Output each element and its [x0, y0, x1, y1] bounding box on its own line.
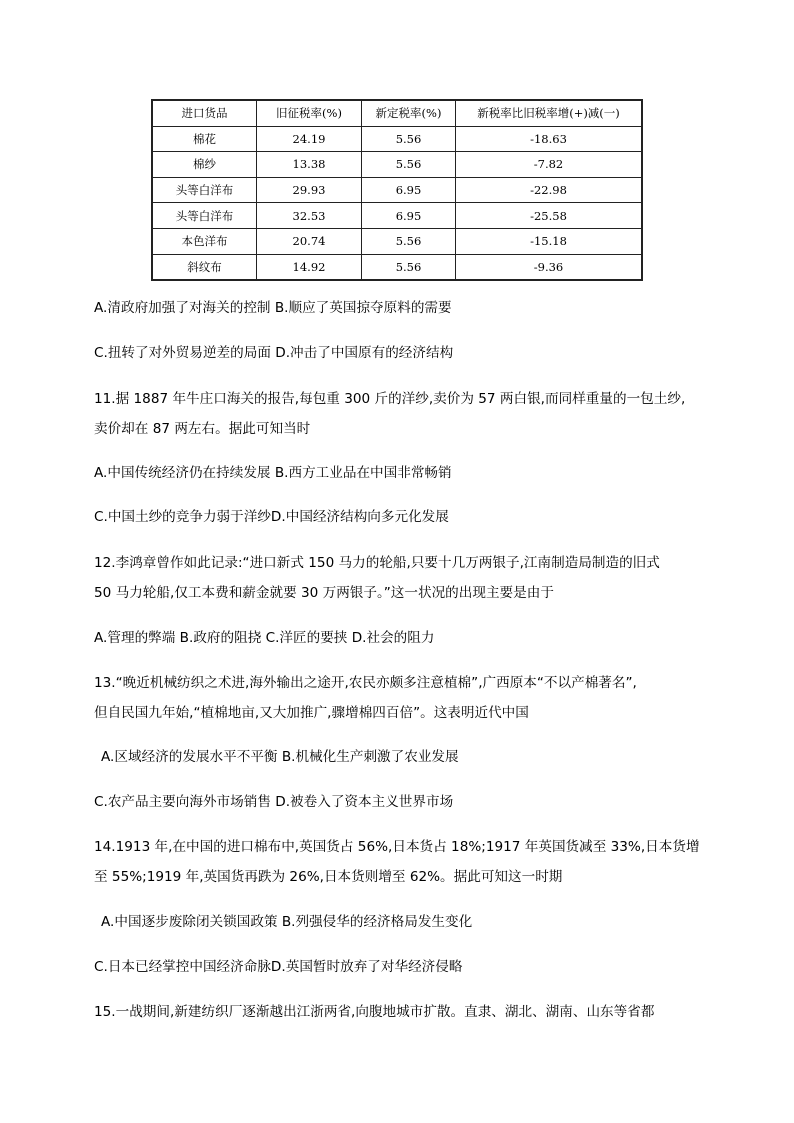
header-old-rate: 旧征税率(%) — [257, 100, 362, 126]
header-goods: 进口货品 — [152, 100, 257, 126]
q10-options-ab: A.清政府加强了对海关的控制 B.顺应了英国掠夺原料的需要 — [94, 300, 452, 316]
cell-goods: 棉纱 — [152, 152, 257, 178]
cell-change: -15.18 — [456, 228, 643, 254]
table-row — [152, 254, 642, 280]
cell-goods: 头等白洋布 — [152, 203, 257, 229]
q14-stem-line1: 14.1913 年,在中国的进口棉布中,英国货占 56%,日本货占 18%;1917 年英国货减至 33%,日本货增 — [94, 839, 700, 855]
cell-old-rate: 32.53 — [257, 203, 362, 229]
cell-old-rate: 24.19 — [257, 126, 362, 152]
table-row — [152, 126, 642, 152]
cell-new-rate: 6.95 — [362, 177, 456, 203]
cell-goods: 本色洋布 — [152, 228, 257, 254]
cell-change: -25.58 — [456, 203, 643, 229]
cell-old-rate: 20.74 — [257, 228, 362, 254]
q13-stem-line1: 13.“晚近机械纺织之术进,海外输出之途开,农民亦颇多注意植棉”,广西原本“不以产棉著名”, — [94, 675, 637, 691]
q14-options-cd: C.日本已经掌控中国经济命脉D.英国暂时放弃了对华经济侵略 — [94, 959, 463, 975]
cell-old-rate: 13.38 — [257, 152, 362, 178]
q12-options: A.管理的弊端 B.政府的阻挠 C.洋匠的要挟 D.社会的阻力 — [94, 630, 435, 646]
cell-new-rate: 5.56 — [362, 126, 456, 152]
header-new-rate: 新定税率(%) — [362, 100, 456, 126]
q11-stem-line1: 11.据 1887 年牛庄口海关的报告,每包重 300 斤的洋纱,卖价为 57 两白银,而同样重量的一包土纱, — [94, 391, 686, 407]
cell-new-rate: 6.95 — [362, 203, 456, 229]
cell-change: -22.98 — [456, 177, 643, 203]
tariff-table — [151, 99, 643, 281]
table-row — [152, 203, 642, 229]
q12-stem-line2: 50 马力轮船,仅工本费和薪金就要 30 万两银子。”这一状况的出现主要是由于 — [94, 585, 554, 601]
table-header-row — [152, 100, 642, 126]
q11-options-ab: A.中国传统经济仍在持续发展 B.西方工业品在中国非常畅销 — [94, 465, 452, 481]
table-row — [152, 152, 642, 178]
q12-stem-line1: 12.李鸿章曾作如此记录:“进口新式 150 马力的轮船,只要十几万两银子,江南制造局制造的旧式 — [94, 555, 660, 571]
cell-old-rate: 14.92 — [257, 254, 362, 280]
q13-options-ab: A.区域经济的发展水平不平衡 B.机械化生产刺激了农业发展 — [101, 749, 459, 765]
q11-stem-line2: 卖价却在 87 两左右。据此可知当时 — [94, 421, 311, 437]
q10-options-cd: C.扭转了对外贸易逆差的局面 D.冲击了中国原有的经济结构 — [94, 345, 454, 361]
cell-goods: 斜纹布 — [152, 254, 257, 280]
header-change: 新税率比旧税率增(+)减(一) — [456, 100, 643, 126]
q15-stem-line1: 15.一战期间,新建纺织厂逐渐越出江浙两省,向腹地城市扩散。直隶、湖北、湖南、山东等省都 — [94, 1004, 655, 1020]
q13-options-cd: C.农产品主要向海外市场销售 D.被卷入了资本主义世界市场 — [94, 794, 454, 810]
cell-old-rate: 29.93 — [257, 177, 362, 203]
cell-new-rate: 5.56 — [362, 228, 456, 254]
cell-change: -7.82 — [456, 152, 643, 178]
cell-goods: 头等白洋布 — [152, 177, 257, 203]
table-row — [152, 177, 642, 203]
q14-options-ab: A.中国逐步废除闭关锁国政策 B.列强侵华的经济格局发生变化 — [101, 914, 473, 930]
cell-new-rate: 5.56 — [362, 254, 456, 280]
q13-stem-line2: 但自民国九年始,“植棉地亩,又大加推广,骤增棉四百倍”。这表明近代中国 — [94, 705, 529, 721]
cell-change: -18.63 — [456, 126, 643, 152]
q11-options-cd: C.中国土纱的竞争力弱于洋纱D.中国经济结构向多元化发展 — [94, 509, 449, 525]
cell-goods: 棉花 — [152, 126, 257, 152]
table-row — [152, 228, 642, 254]
q14-stem-line2: 至 55%;1919 年,英国货再跌为 26%,日本货则增至 62%。据此可知这一时期 — [94, 869, 563, 885]
cell-new-rate: 5.56 — [362, 152, 456, 178]
cell-change: -9.36 — [456, 254, 643, 280]
